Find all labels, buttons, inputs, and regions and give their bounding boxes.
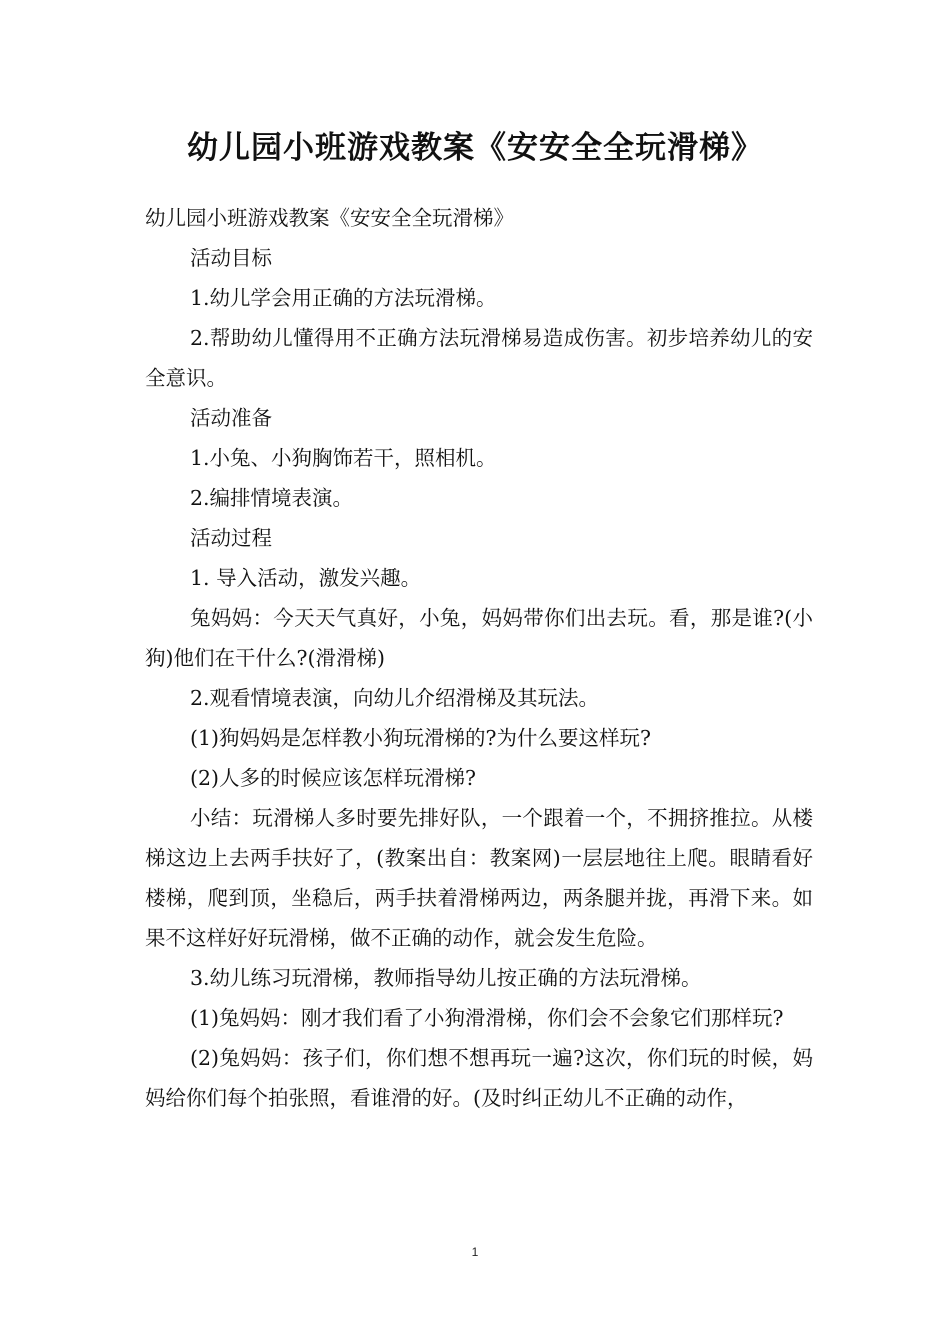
document-body (145, 198, 813, 1118)
paragraph: (1)狗妈妈是怎样教小狗玩滑梯的?为什么要这样玩? (190, 726, 652, 750)
paragraph-subtitle: 幼儿园小班游戏教案《安安全全玩滑梯》 (145, 206, 514, 230)
paragraph: 1.幼儿学会用正确的方法玩滑梯。 (190, 286, 497, 310)
paragraph: (2)兔妈妈：孩子们，你们想不想再玩一遍?这次，你们玩的时候，妈妈给你们每个拍张照，看谁滑的好。(及时纠正幼儿不正确的动作， (145, 1046, 813, 1110)
page-number: 1 (471, 1245, 479, 1259)
paragraph: (2)人多的时候应该怎样玩滑梯? (190, 766, 477, 790)
paragraph: 1. 导入活动，激发兴趣。 (190, 566, 422, 590)
paragraph: 2.观看情境表演，向幼儿介绍滑梯及其玩法。 (190, 686, 600, 710)
paragraph: (1)兔妈妈：刚才我们看了小狗滑滑梯，你们会不会象它们那样玩? (190, 1006, 784, 1030)
paragraph: 兔妈妈：今天天气真好，小兔，妈妈带你们出去玩。看，那是谁?(小狗)他们在干什么?(滑滑梯) (145, 606, 813, 670)
paragraph: 3.幼儿练习玩滑梯，教师指导幼儿按正确的方法玩滑梯。 (190, 966, 702, 990)
paragraph: 2.帮助幼儿懂得用不正确方法玩滑梯易造成伤害。初步培养幼儿的安全意识。 (145, 326, 813, 390)
heading-activity-goals: 活动目标 (190, 246, 272, 270)
document-title: 幼儿园小班游戏教案《安安全全玩滑梯》 (187, 130, 763, 166)
paragraph: 2.编排情境表演。 (190, 486, 354, 510)
heading-activity-preparation: 活动准备 (190, 406, 272, 430)
heading-activity-process: 活动过程 (190, 526, 272, 550)
paragraph: 1.小兔、小狗胸饰若干，照相机。 (190, 446, 497, 470)
paragraph-summary: 小结：玩滑梯人多时要先排好队，一个跟着一个，不拥挤推拉。从楼梯这边上去两手扶好了，(教案出自：教案网)一层层地往上爬。眼睛看好楼梯，爬到顶，坐稳后，两手扶着滑梯两边，两条腿并拢，再滑下来。如果不这样好好玩滑梯，做不正确的动作，就会发生危险。 (145, 806, 813, 950)
